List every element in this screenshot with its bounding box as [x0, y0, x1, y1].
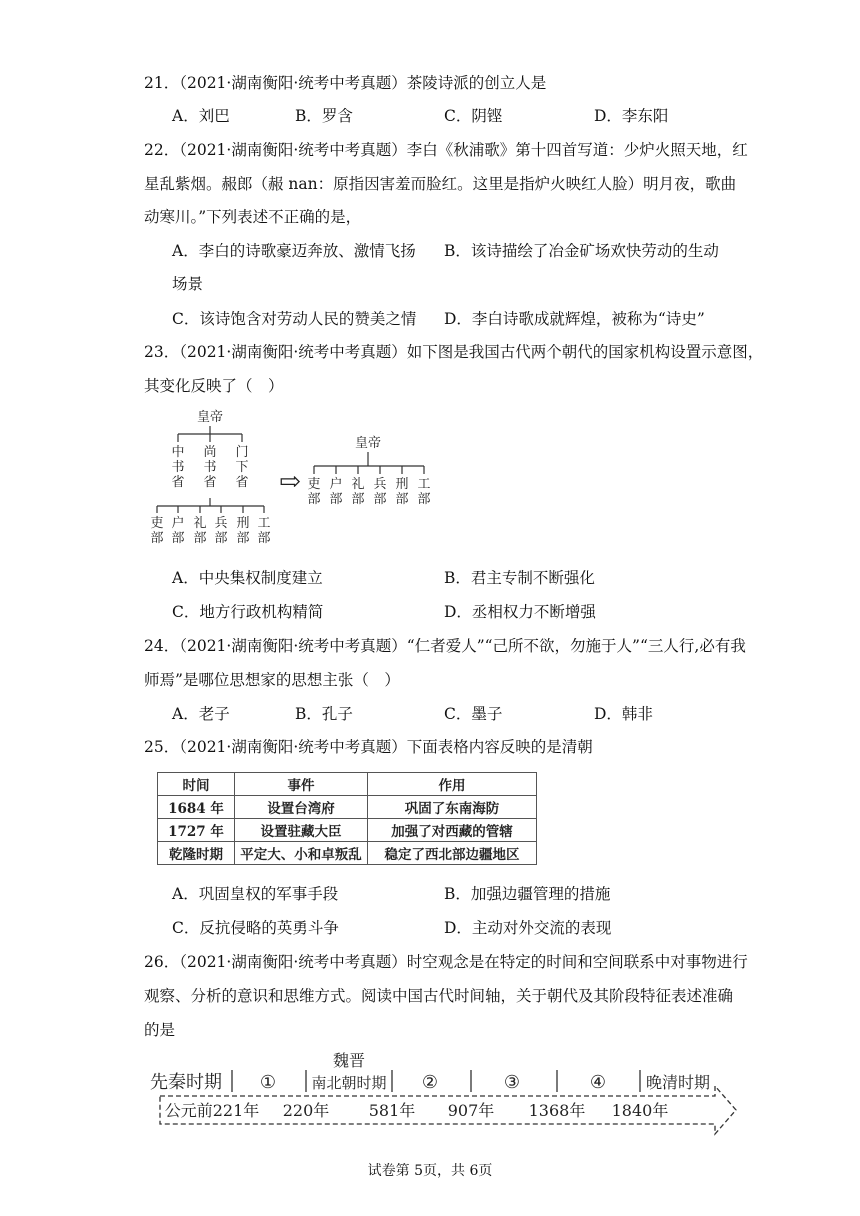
table-cell: 巩固了东南海防 — [368, 796, 537, 819]
timeline-year-label: 907年 — [447, 1101, 495, 1120]
q26-stem-line-3: 的是 — [144, 1021, 176, 1039]
table-header: 作用 — [368, 773, 537, 796]
table-header-row — [158, 773, 537, 796]
q23-option-d: D．丞相权力不断增强 — [444, 603, 596, 621]
q21-option-a: A．刘巴 — [172, 107, 230, 125]
table-row — [158, 796, 537, 819]
diagram-right-ministry: 兵部 — [373, 477, 387, 507]
table-cell: 设置驻藏大臣 — [235, 819, 368, 842]
q21-option-c: C．阴铿 — [444, 107, 503, 125]
table-row — [158, 842, 537, 865]
diagram-right-ministry: 工部 — [417, 477, 431, 507]
diagram-left-emperor: 皇帝 — [196, 410, 224, 425]
table-header: 事件 — [235, 773, 368, 796]
table-cell: 1727 年 — [158, 819, 235, 842]
q25-option-b: B．加强边疆管理的措施 — [444, 885, 611, 903]
table-cell: 稳定了西北部边疆地区 — [368, 842, 537, 865]
q24-option-d: D．韩非 — [594, 705, 653, 723]
diagram-left-ministry: 工部 — [257, 516, 271, 546]
timeline-period-label: 晚清时期 — [645, 1073, 711, 1092]
q22-option-b-cont: 场景 — [172, 275, 204, 293]
timeline-period-label: ① — [259, 1072, 277, 1093]
timeline-year-label: 公元前221年 — [164, 1101, 260, 1120]
q26-timeline — [140, 1044, 750, 1136]
q23-option-c: C．地方行政机构精简 — [172, 603, 324, 621]
q22-option-a: A．李白的诗歌豪迈奔放、激情飞扬 — [172, 242, 416, 260]
q23-stem-line-1: 23．（2021·湖南衡阳·统考中考真题）如下图是我国古代两个朝代的国家机构设置示意图， — [144, 343, 764, 361]
q22-option-d: D．李白诗歌成就辉煌，被称为“诗史” — [444, 310, 705, 328]
timeline-year-label: 220年 — [282, 1101, 330, 1120]
q25-stem: 25．（2021·湖南衡阳·统考中考真题）下面表格内容反映的是清朝 — [144, 738, 593, 756]
q25-option-a: A．巩固皇权的军事手段 — [172, 885, 339, 903]
timeline-year-label: 1368年 — [528, 1101, 586, 1120]
diagram-left-ministry: 户部 — [171, 516, 185, 546]
q23-stem-line-2: 其变化反映了（ ） — [144, 377, 284, 395]
q23-option-a: A．中央集权制度建立 — [172, 569, 323, 587]
table-cell: 乾隆时期 — [158, 842, 235, 865]
timeline-period-label: ④ — [589, 1072, 607, 1093]
diagram-left-office: 中书省 — [171, 445, 185, 490]
timeline-year-label: 581年 — [368, 1101, 416, 1120]
timeline-period-label: 南北朝时期 — [311, 1074, 387, 1092]
q23-org-diagram — [140, 400, 440, 560]
timeline-period-label: 先秦时期 — [150, 1072, 222, 1093]
table-header: 时间 — [158, 773, 235, 796]
diagram-left-office: 门下省 — [235, 445, 249, 490]
q24-option-b: B．孔子 — [295, 705, 353, 723]
diagram-left-ministry: 刑部 — [236, 516, 250, 546]
diagram-right-ministry: 吏部 — [307, 477, 321, 507]
q24-stem-line-2: 师焉”是哪位思想家的思想主张（ ） — [144, 671, 400, 689]
timeline-year-label: 1840年 — [611, 1101, 669, 1120]
diagram-left-ministry: 吏部 — [150, 516, 164, 546]
diagram-right-ministry: 刑部 — [395, 477, 409, 507]
q25-table — [157, 772, 537, 865]
diagram-right-emperor: 皇帝 — [354, 436, 382, 451]
q21-stem: 21．（2021·湖南衡阳·统考中考真题）茶陵诗派的创立人是 — [144, 74, 547, 92]
q22-stem-line-2: 星乱紫烟。赧郎（赧 nan：原指因害羞而脸红。这里是指炉火映红人脸）明月夜，歌曲 — [144, 175, 737, 193]
diagram-left-ministry: 礼部 — [193, 516, 207, 546]
q22-option-b: B．该诗描绘了冶金矿场欢快劳动的生动 — [444, 242, 719, 260]
q25-option-d: D．主动对外交流的表现 — [444, 919, 612, 937]
table-cell: 平定大、小和卓叛乱 — [235, 842, 368, 865]
q26-stem-line-1: 26．（2021·湖南衡阳·统考中考真题）时空观念是在特定的时间和空间联系中对事物进行 — [144, 953, 748, 971]
diagram-left-office: 尚书省 — [203, 445, 217, 490]
diagram-right-ministry: 礼部 — [351, 477, 365, 507]
q22-option-c: C．该诗饱含对劳动人民的赞美之情 — [172, 310, 417, 328]
timeline-period-label: ③ — [503, 1072, 521, 1093]
q23-option-b: B．君主专制不断强化 — [444, 569, 595, 587]
page-footer: 试卷第 5页，共 6页 — [367, 1163, 493, 1179]
q22-stem-line-1: 22．（2021·湖南衡阳·统考中考真题）李白《秋浦歌》第十四首写道：少炉火照天地，红 — [144, 141, 748, 159]
table-cell: 设置台湾府 — [235, 796, 368, 819]
diagram-left-ministry: 兵部 — [214, 516, 228, 546]
q26-stem-line-2: 观察、分析的意识和思维方式。阅读中国古代时间轴，关于朝代及其阶段特征表述准确 — [144, 987, 734, 1005]
diagram-arrow-icon: ⇨ — [279, 467, 301, 497]
q25-option-c: C．反抗侵略的英勇斗争 — [172, 919, 339, 937]
table-row — [158, 819, 537, 842]
q21-option-d: D．李东阳 — [594, 107, 669, 125]
table-cell: 加强了对西藏的管辖 — [368, 819, 537, 842]
table-cell: 1684 年 — [158, 796, 235, 819]
q24-stem-line-1: 24．（2021·湖南衡阳·统考中考真题）“仁者爱人”“己所不欲，勿施于人”“三人行,必有我 — [144, 637, 746, 655]
q22-stem-line-3: 动寒川。”下列表述不正确的是， — [144, 208, 362, 226]
q21-option-b: B．罗含 — [295, 107, 353, 125]
timeline-period-label: 魏晋 — [332, 1051, 366, 1070]
q24-option-a: A．老子 — [172, 705, 230, 723]
timeline-period-label: ② — [421, 1072, 439, 1093]
diagram-right-ministry: 户部 — [329, 477, 343, 507]
q24-option-c: C．墨子 — [444, 705, 503, 723]
